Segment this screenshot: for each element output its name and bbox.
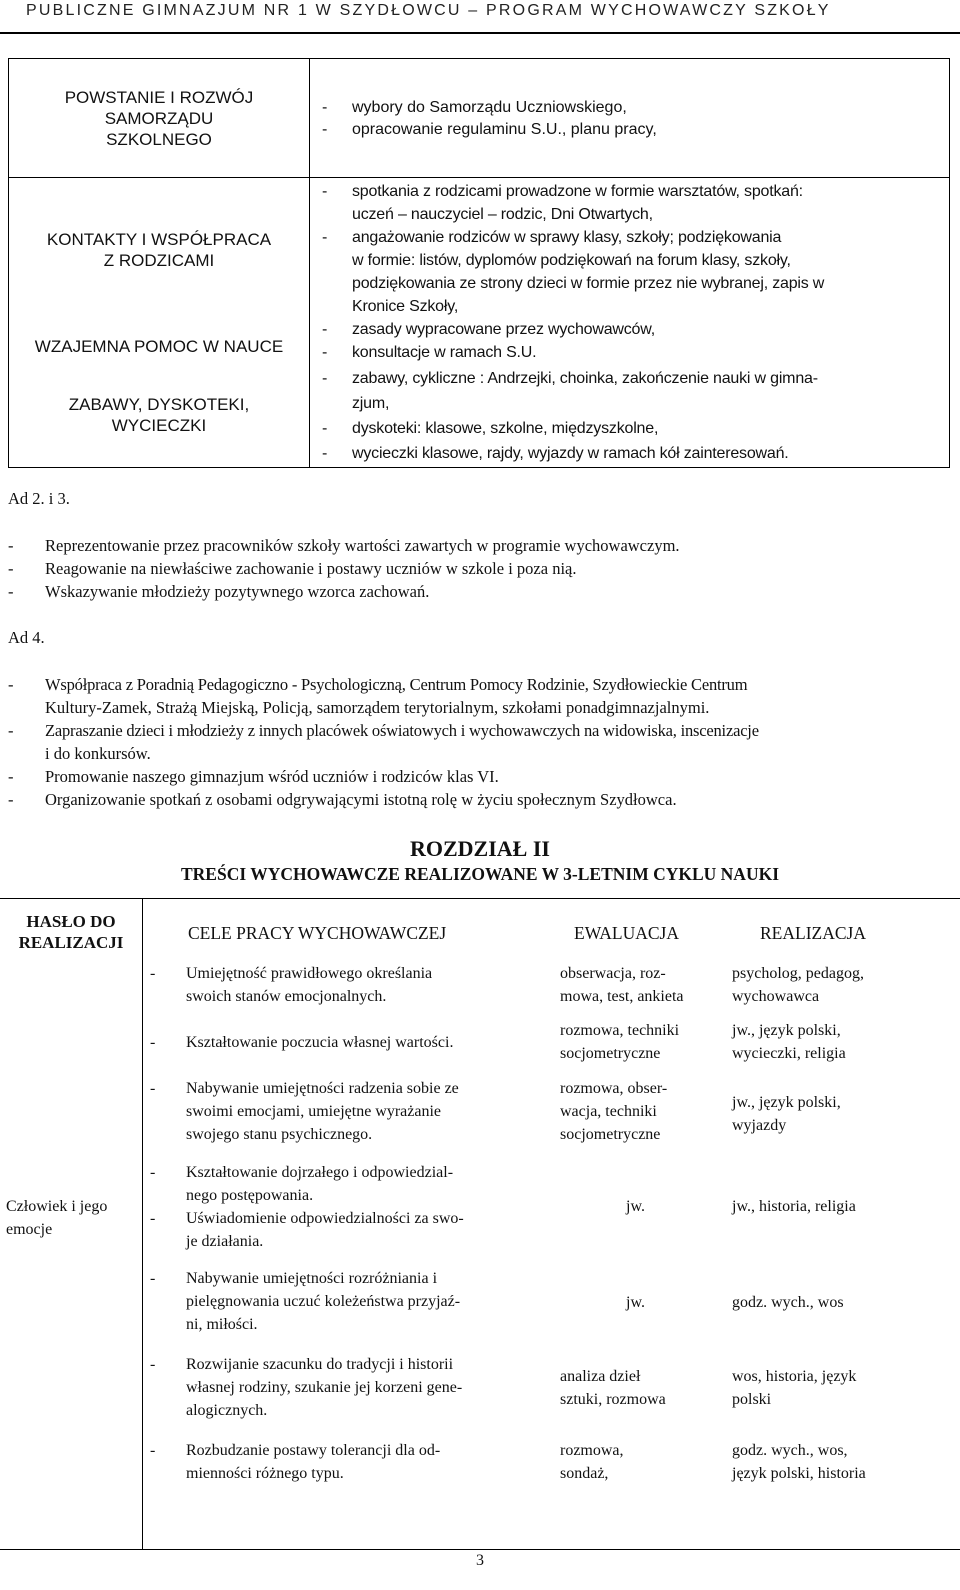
line-dash: - xyxy=(8,675,14,694)
line-dash: - xyxy=(322,99,328,116)
realization-cell: jw., historia, religia xyxy=(732,1198,856,1215)
motto-cell: Człowiek i jego emocje xyxy=(6,1198,108,1238)
column-divider xyxy=(142,899,143,1549)
goal-text: Uświadomienie odpowiedzialności za swo- je działania. xyxy=(186,1210,464,1250)
line-dash: - xyxy=(150,1080,156,1097)
line-dash: - xyxy=(322,183,328,200)
line-text: wybory do Samorządu Uczniowskiego, xyxy=(352,99,627,116)
section-heading: Ad 4. xyxy=(8,628,45,647)
header-realizacja: REALIZACJA xyxy=(760,923,866,943)
line-text: Kultury-Zamek, Strażą Miejską, Policją, samorządem terytorialnym, szkołami ponadgimnazjalnymi. xyxy=(45,698,710,717)
line-text: dyskoteki: klasowe, szkolne, międzyszkolne, xyxy=(352,420,659,437)
line-dash: - xyxy=(8,582,14,601)
evaluation-cell: rozmowa, sondaż, xyxy=(560,1442,624,1482)
goal-text: Umiejętność prawidłowego określania swoich stanów emocjonalnych. xyxy=(186,965,433,1005)
realization-cell: godz. wych., wos xyxy=(732,1294,844,1311)
chapter-title: ROZDZIAŁ II xyxy=(410,836,550,861)
line-dash: - xyxy=(322,321,328,338)
category-rodzice: KONTAKTY I WSPÓŁPRACA Z RODZICAMI xyxy=(46,230,272,270)
category-zabawy: ZABAWY, DYSKOTEKI, WYCIECZKI xyxy=(68,395,250,435)
evaluation-cell: obserwacja, roz- mowa, test, ankieta xyxy=(560,965,684,1005)
category-pomoc: WZAJEMNA POMOC W NAUCE xyxy=(34,337,284,356)
line-dash: - xyxy=(322,420,328,437)
goal-text: Rozbudzanie postawy tolerancji dla od- mienności różnego typu. xyxy=(186,1442,441,1482)
goal-text: Kształtowanie dojrzałego i odpowiedzial- nego postępowania. xyxy=(186,1164,454,1204)
category-samorzad: POWSTANIE I ROZWÓJ SAMORZĄDU SZKOLNEGO xyxy=(64,88,254,149)
content-table xyxy=(0,898,960,1550)
line-text: i do konkursów. xyxy=(45,744,151,763)
line-text: Reprezentowanie przez pracowników szkoły wartości zawartych w programie wychowawczym. xyxy=(45,536,680,555)
line-dash: - xyxy=(322,229,328,246)
realization-cell: wos, historia, język polski xyxy=(732,1368,857,1408)
goal-text: Rozwijanie szacunku do tradycji i historii własnej rodziny, szukanie jej korzeni gene- alogicznych. xyxy=(186,1356,463,1419)
line-dash: - xyxy=(150,1270,156,1287)
realization-cell: psycholog, pedagog, wychowawca xyxy=(732,965,864,1005)
line-dash: - xyxy=(8,536,14,555)
header-cele: CELE PRACY WYCHOWAWCZEJ xyxy=(188,923,447,943)
realization-cell: godz. wych., wos, język polski, historia xyxy=(732,1442,866,1482)
line-dash: - xyxy=(150,1356,156,1373)
line-text: angażowanie rodziców w sprawy klasy, szkoły; podziękowania xyxy=(352,229,782,246)
page-header-title: PUBLICZNE GIMNAZJUM NR 1 W SZYDŁOWCU – PROGRAM WYCHOWAWCZY SZKOŁY xyxy=(26,2,831,19)
header-haslo: HASŁO DO REALIZACJI xyxy=(18,912,124,952)
line-dash: - xyxy=(150,1164,156,1181)
header-ewaluacja: EWALUACJA xyxy=(574,923,679,943)
line-dash: - xyxy=(322,121,328,138)
line-dash: - xyxy=(322,370,328,387)
goal-text: Nabywanie umiejętności rozróżniania i pielęgnowania uczuć koleżeństwa przyjaź- ni, miłości. xyxy=(186,1270,461,1333)
line-text: zabawy, cykliczne : Andrzejki, choinka, zakończenie nauki w gimna- xyxy=(352,370,818,387)
line-dash: - xyxy=(150,965,156,982)
activities-table xyxy=(8,58,950,468)
line-text: Organizowanie spotkań z osobami odgrywającymi istotną rolę w życiu społecznym Szydłowca. xyxy=(45,790,677,809)
line-dash: - xyxy=(8,767,14,786)
line-dash: - xyxy=(8,721,14,740)
line-dash: - xyxy=(322,344,328,361)
line-text: Reagowanie na niewłaściwe zachowanie i postawy uczniów w szkole i poza nią. xyxy=(45,559,577,578)
line-text: spotkania z rodzicami prowadzone w formie warsztatów, spotkań: xyxy=(352,183,803,200)
line-text: zasady wypracowane przez wychowawców, xyxy=(352,321,655,338)
goal-text: Nabywanie umiejętności radzenia sobie ze swoimi emocjami, umiejętne wyrażanie swojego stanu psychicznego. xyxy=(186,1080,459,1143)
header-rule xyxy=(0,32,960,34)
evaluation-cell: jw. xyxy=(626,1198,645,1215)
line-text: konsultacje w ramach S.U. xyxy=(352,344,537,361)
line-text: Zapraszanie dzieci i młodzieży z innych placówek oświatowych i wychowawczych na widowiska, inscenizacje xyxy=(45,721,759,740)
section-heading: Ad 2. i 3. xyxy=(8,489,70,508)
line-dash: - xyxy=(8,790,14,809)
line-dash: - xyxy=(150,1034,156,1051)
line-text: Współpraca z Poradnią Pedagogiczno - Psychologiczną, Centrum Pomocy Rodzinie, Szydłowieckie Centrum xyxy=(45,675,748,694)
column-divider xyxy=(309,59,310,467)
goal-text: Kształtowanie poczucia własnej wartości. xyxy=(186,1034,454,1051)
line-text: zjum, xyxy=(352,395,390,412)
evaluation-cell: rozmowa, obser- wacja, techniki socjometryczne xyxy=(560,1080,668,1143)
line-text: Wskazywanie młodzieży pozytywnego wzorca zachowań. xyxy=(45,582,430,601)
line-dash: - xyxy=(150,1210,156,1227)
line-text: uczeń – nauczyciel – rodzic, Dni Otwartych, xyxy=(352,206,653,223)
line-text: w formie: listów, dyplomów podziękowań na forum klasy, szkoły, xyxy=(352,252,791,269)
evaluation-cell: analiza dzieł sztuki, rozmowa xyxy=(560,1368,666,1408)
realization-cell: jw., język polski, wyjazdy xyxy=(732,1094,841,1134)
line-dash: - xyxy=(8,559,14,578)
row-divider xyxy=(9,177,949,178)
line-dash: - xyxy=(150,1442,156,1459)
line-text: opracowanie regulaminu S.U., planu pracy, xyxy=(352,121,657,138)
line-text: podziękowania ze strony dzieci w formie przez nie wybranej, zapis w xyxy=(352,275,825,292)
evaluation-cell: rozmowa, techniki socjometryczne xyxy=(560,1022,680,1062)
page-number: 3 xyxy=(476,1552,484,1569)
chapter-subtitle: TREŚCI WYCHOWAWCZE REALIZOWANE W 3-LETNIM CYKLU NAUKI xyxy=(180,864,780,884)
line-text: wycieczki klasowe, rajdy, wyjazdy w ramach kół zainteresowań. xyxy=(352,445,789,462)
line-text: Kronice Szkoły, xyxy=(352,298,459,315)
line-dash: - xyxy=(322,445,328,462)
evaluation-cell: jw. xyxy=(626,1294,645,1311)
line-text: Promowanie naszego gimnazjum wśród uczniów i rodziców klas VI. xyxy=(45,767,499,786)
realization-cell: jw., język polski, wycieczki, religia xyxy=(732,1022,846,1062)
